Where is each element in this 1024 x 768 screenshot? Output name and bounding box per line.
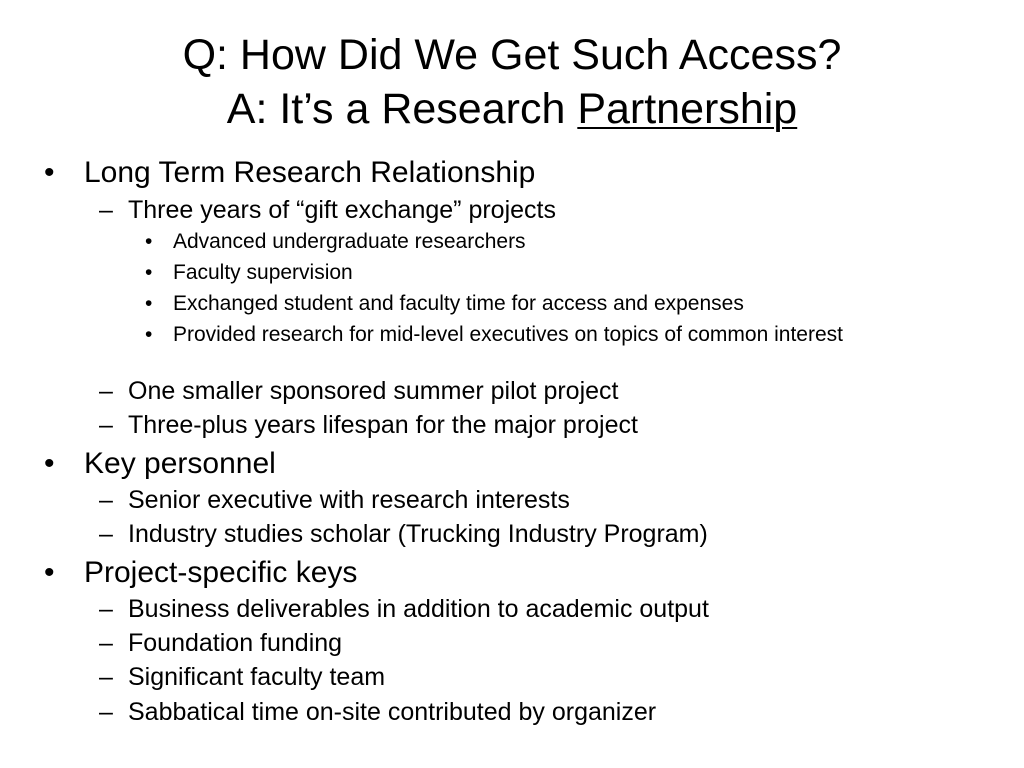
bullet-text: Key personnel xyxy=(84,447,276,480)
bullet-marker: • xyxy=(145,230,153,253)
bullet-item xyxy=(44,556,358,590)
sub-bullet-item xyxy=(99,376,619,406)
bullet-marker: • xyxy=(44,447,55,480)
bullet-marker: • xyxy=(44,156,55,189)
bullet-item xyxy=(44,156,536,190)
sub-sub-bullet-text: Provided research for mid-level executives on topics of common interest xyxy=(173,323,843,346)
bullet-marker: • xyxy=(44,556,55,589)
sub-sub-bullet-text: Advanced undergraduate researchers xyxy=(173,230,526,253)
bullet-text: Long Term Research Relationship xyxy=(84,156,536,189)
dash-marker: – xyxy=(99,196,113,224)
sub-bullet-item xyxy=(99,628,343,658)
bullet-marker: • xyxy=(145,261,153,284)
sub-bullet-text: Significant faculty team xyxy=(128,663,386,691)
sub-bullet-item xyxy=(99,485,570,515)
sub-sub-bullet-item xyxy=(145,291,744,316)
sub-bullet-text: One smaller sponsored summer pilot project xyxy=(128,377,619,405)
sub-sub-bullet-item xyxy=(145,260,353,285)
dash-marker: – xyxy=(99,377,113,405)
sub-bullet-text: Three years of “gift exchange” projects xyxy=(128,196,556,224)
dash-marker: – xyxy=(99,520,113,548)
sub-bullet-item xyxy=(99,519,708,549)
bullet-text: Project-specific keys xyxy=(84,556,358,589)
sub-bullet-item xyxy=(99,410,638,440)
title-answer-underlined: Partnership xyxy=(577,85,798,133)
sub-sub-bullet-item xyxy=(145,229,526,254)
dash-marker: – xyxy=(99,663,113,691)
sub-bullet-text: Sabbatical time on-site contributed by organizer xyxy=(128,698,657,726)
dash-marker: – xyxy=(99,629,113,657)
sub-bullet-item xyxy=(99,697,657,727)
dash-marker: – xyxy=(99,486,113,514)
dash-marker: – xyxy=(99,698,113,726)
title-question: Q: How Did We Get Such Access? xyxy=(182,31,842,79)
sub-bullet-text: Industry studies scholar (Trucking Industry Program) xyxy=(128,520,708,548)
sub-sub-bullet-item xyxy=(145,322,913,347)
sub-bullet-item xyxy=(99,662,386,692)
dash-marker: – xyxy=(99,411,113,439)
sub-bullet-text: Senior executive with research interests xyxy=(128,486,570,514)
sub-bullet-text: Three-plus years lifespan for the major project xyxy=(128,411,638,439)
bullet-marker: • xyxy=(145,323,153,346)
dash-marker: – xyxy=(99,595,113,623)
sub-bullet-item xyxy=(99,195,556,225)
sub-sub-bullet-text: Exchanged student and faculty time for access and expenses xyxy=(173,292,744,315)
bullet-marker: • xyxy=(145,292,153,315)
sub-bullet-item xyxy=(99,594,709,624)
sub-bullet-text: Foundation funding xyxy=(128,629,343,657)
bullet-item xyxy=(44,447,276,481)
sub-sub-bullet-text: Faculty supervision xyxy=(173,261,353,284)
title-answer-prefix: A: It’s a Research xyxy=(226,85,578,133)
sub-bullet-text: Business deliverables in addition to academic output xyxy=(128,595,709,623)
